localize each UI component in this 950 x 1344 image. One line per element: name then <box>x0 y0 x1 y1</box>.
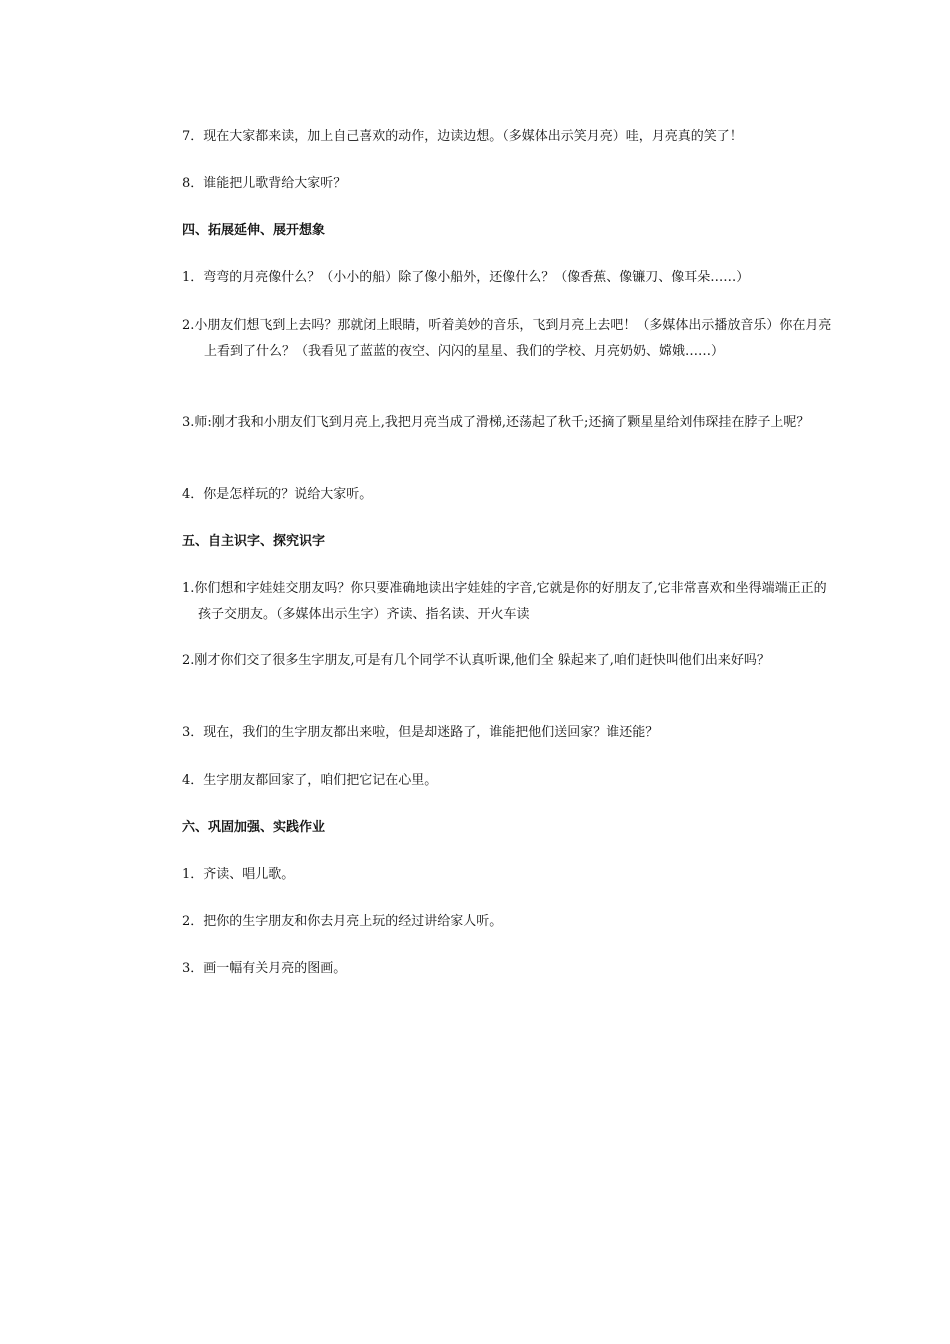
list-item-7 <box>182 124 812 150</box>
item-number: 4． <box>182 487 204 502</box>
item-text: 你是怎样玩的？说给大家听。 <box>203 487 373 502</box>
item-number: 8． <box>182 176 204 191</box>
list-item <box>182 720 812 746</box>
list-item <box>182 768 812 794</box>
item-number: 3． <box>182 961 204 976</box>
item-text: 现在大家都来读，加上自己喜欢的动作，边读边想。（多媒体出示笑月亮）哇，月亮真的笑了！ <box>203 129 743 144</box>
item-text: 把你的生字朋友和你去月亮上玩的经过讲给家人听。 <box>203 914 503 929</box>
item-number: 4． <box>182 773 204 788</box>
item-number: 2. <box>182 653 195 668</box>
item-number: 7． <box>182 129 204 144</box>
list-item <box>182 909 812 935</box>
item-number: 3． <box>182 725 204 740</box>
list-item <box>182 265 812 291</box>
section-heading-4: 四、拓展延伸、展开想象 <box>182 223 326 238</box>
item-text: 画一幅有关月亮的图画。 <box>203 961 347 976</box>
item-number: 2. <box>182 318 195 333</box>
section-heading-5: 五、自主识字、探究识字 <box>182 534 326 549</box>
list-item-8 <box>182 171 812 197</box>
list-item <box>182 956 812 982</box>
list-item <box>182 482 812 508</box>
item-number: 3. <box>182 415 195 430</box>
item-number: 1． <box>182 867 204 882</box>
item-number: 1． <box>182 270 204 285</box>
list-item <box>182 313 834 365</box>
item-number: 1. <box>182 581 195 596</box>
item-text: 你们想和字娃娃交朋友吗？你只要准确地读出字娃娃的字音,它就是你的好朋友了,它非常喜欢和坐得端端正正的孩子交朋友。（多媒体出示生字）齐读、指名读、开火车读 <box>194 581 827 622</box>
list-item <box>182 648 834 674</box>
item-text: 现在，我们的生字朋友都出来啦，但是却迷路了，谁能把他们送回家？谁还能？ <box>203 725 659 740</box>
item-text: 生字朋友都回家了，咱们把它记在心里。 <box>203 773 438 788</box>
section-heading-6: 六、巩固加强、实践作业 <box>182 820 326 835</box>
item-number: 2． <box>182 914 204 929</box>
item-text: 师:刚才我和小朋友们飞到月亮上,我把月亮当成了滑梯,还荡起了秋千;还摘了颗星星给刘伟琛挂在脖子上呢？ <box>194 415 810 430</box>
list-item <box>182 576 828 628</box>
list-item <box>182 410 834 436</box>
list-item <box>182 862 812 888</box>
item-text: 弯弯的月亮像什么？（小小的船）除了像小船外，还像什么？（像香蕉、像镰刀、像耳朵……） <box>203 270 750 285</box>
item-text: 齐读、唱儿歌。 <box>203 867 295 882</box>
item-text: 小朋友们想飞到上去吗？那就闭上眼睛，听着美妙的音乐，飞到月亮上去吧！（多媒体出示播放音乐）你在月亮上看到了什么？（我看见了蓝蓝的夜空、闪闪的星星、我们的学校、月亮奶奶、嫦娥……） <box>194 318 832 359</box>
item-text: 谁能把儿歌背给大家听？ <box>203 176 347 191</box>
item-text: 刚才你们交了很多生字朋友,可是有几个同学不认真听课,他们全 躲起来了,咱们赶快叫他们出来好吗？ <box>194 653 770 668</box>
